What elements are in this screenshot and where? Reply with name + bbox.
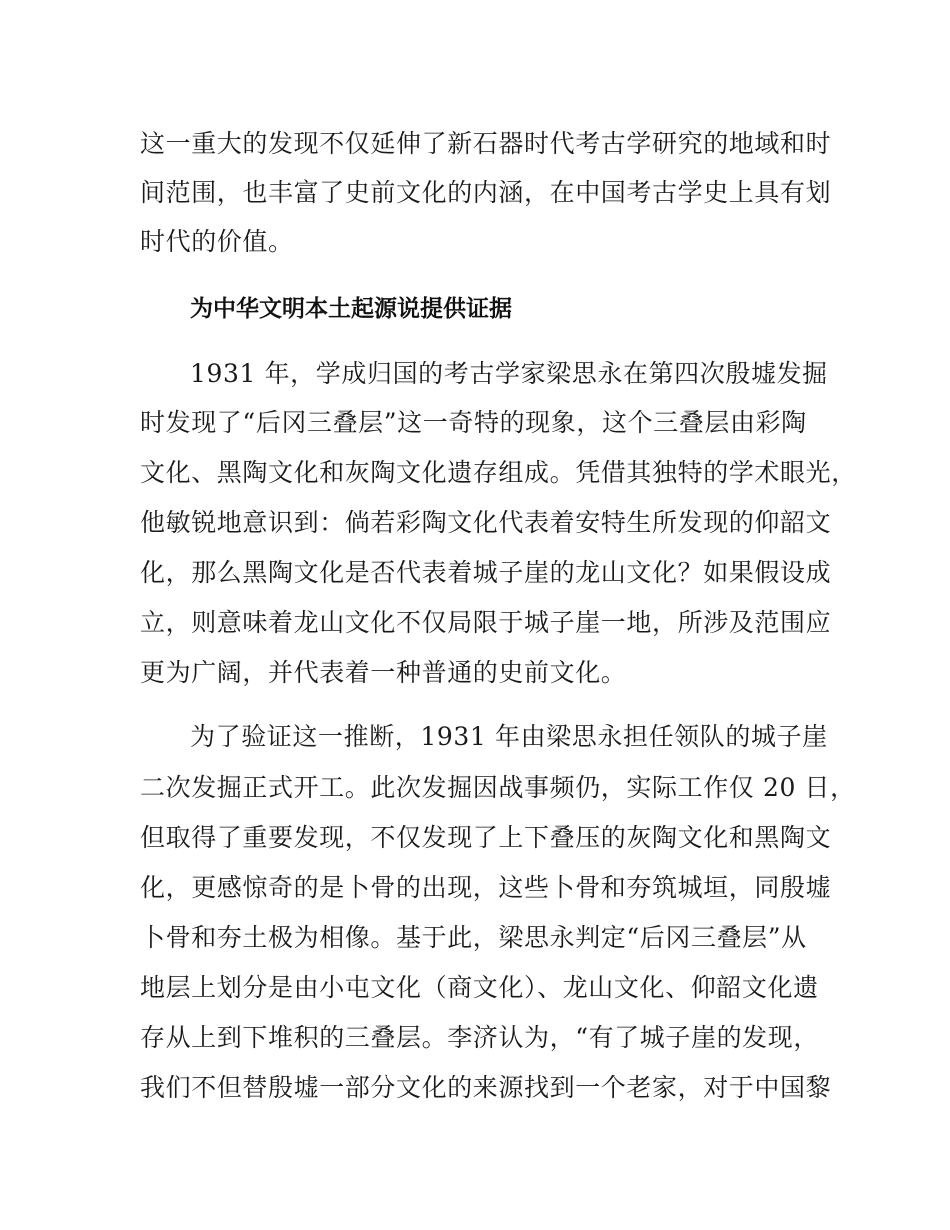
para2-line-1: 1931 年，学成归国的考古学家梁思永在第四次殷墟发掘	[190, 359, 828, 388]
para3-line-5: 卜骨和夯土极为相像。基于此，梁思永判定“后冈三叠层”从	[140, 923, 807, 952]
para1-line-2: 间范围，也丰富了史前文化的内涵，在中国考古学史上具有划	[140, 178, 832, 207]
para3-line-8: 我们不但替殷墟一部分文化的来源找到一个老家，对于中国黎	[140, 1073, 832, 1102]
section-heading: 为中华文明本土起源说提供证据	[190, 296, 512, 322]
para1-line-3: 时代的价值。	[140, 227, 294, 256]
para2-line-7: 更为广阔，并代表着一种普通的史前文化。	[140, 658, 627, 687]
para2-line-2: 时发现了“后冈三叠层”这一奇特的现象，这个三叠层由彩陶	[140, 408, 807, 437]
para3-line-6: 地层上划分是由小屯文化（商文化）、龙山文化、仰韶文化遗	[140, 973, 819, 1002]
para2-line-6: 立，则意味着龙山文化不仅局限于城子崖一地，所涉及范围应	[140, 608, 832, 637]
para3-line-2: 二次发掘正式开工。此次发掘因战事频仍，实际工作仅 20 日，	[140, 773, 856, 802]
para3-line-7: 存从上到下堆积的三叠层。李济认为，“有了城子崖的发现，	[140, 1023, 819, 1052]
para2-line-4: 他敏锐地意识到：倘若彩陶文化代表着安特生所发现的仰韶文	[140, 508, 832, 537]
para2-line-5: 化，那么黑陶文化是否代表着城子崖的龙山文化？如果假设成	[140, 558, 832, 587]
para3-line-4: 化，更感惊奇的是卜骨的出现，这些卜骨和夯筑城垣，同殷墟	[140, 873, 832, 902]
para2-line-3: 文化、黑陶文化和灰陶文化遗存组成。凭借其独特的学术眼光，	[140, 458, 857, 487]
para3-line-3: 但取得了重要发现，不仅发现了上下叠压的灰陶文化和黑陶文	[140, 823, 832, 852]
para1-line-1: 这一重大的发现不仅延伸了新石器时代考古学研究的地域和时	[140, 129, 832, 158]
para3-line-1: 为了验证这一推断，1931 年由梁思永担任领队的城子崖	[190, 722, 828, 751]
